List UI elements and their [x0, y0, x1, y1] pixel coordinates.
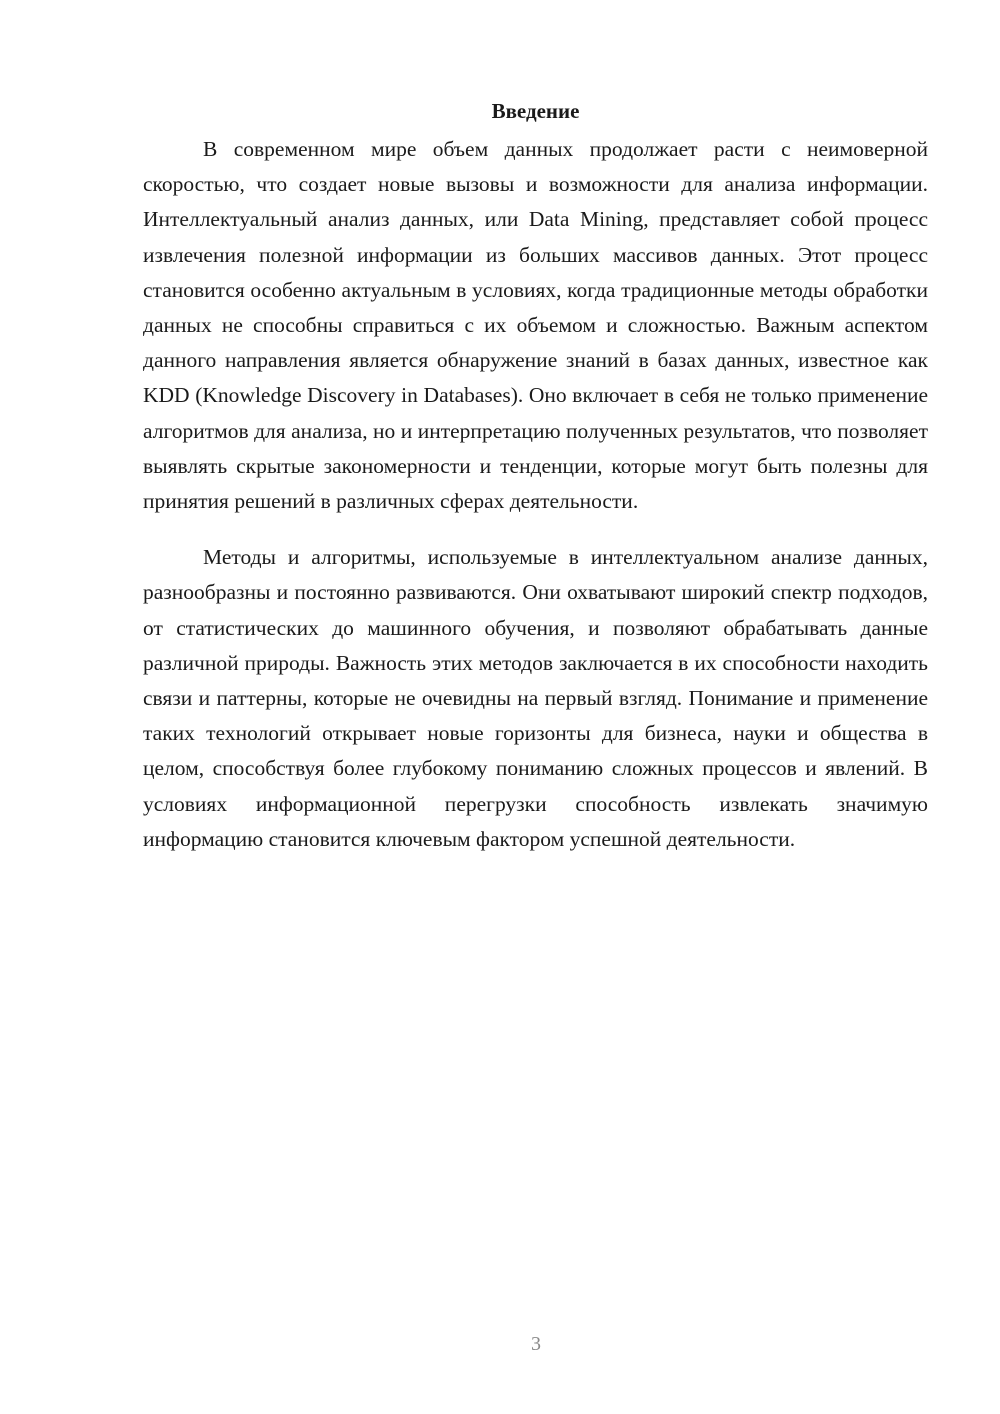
paragraph-intro: В современном мире объем данных продолжает расти с неимоверной скоростью, что создает новые вызовы и возможности для анализа информации. Интеллектуальный анализ данных, или Data Mining, представляет собой процесс извлечения полезной информации из больших массивов данных. Этот процесс становится особенно актуальным в условиях, когда традиционные методы обработки данных не способны справиться с их объемом и сложностью. Важным аспектом данного направления является обнаружение знаний в базах данных, известное как KDD (Knowledge Discovery in Databases). Оно включает в себя не только применение алгоритмов для анализа, но и интерпретацию полученных результатов, что позволяет выявлять скрытые закономерности и тенденции, которые могут быть полезны для принятия решений в различных сферах деятельности. [143, 137, 928, 514]
page-number: 3 [531, 1333, 541, 1355]
section-heading: Введение [491, 99, 580, 123]
document-page [143, 96, 928, 857]
paragraph-methods: Методы и алгоритмы, используемые в интеллектуальном анализе данных, разнообразны и постоянно развиваются. Они охватывают широкий спектр подходов, от статистических до машинного обучения, и позволяют обрабатывать данные различной природы. Важность этих методов заключается в их способности находить связи и паттерны, которые не очевидны на первый взгляд. Понимание и применение таких технологий открывает новые горизонты для бизнеса, науки и общества в целом, способствуя более глубокому пониманию сложных процессов и явлений. В условиях информационной перегрузки способность извлекать значимую информацию становится ключевым фактором успешной деятельности. [143, 545, 928, 851]
